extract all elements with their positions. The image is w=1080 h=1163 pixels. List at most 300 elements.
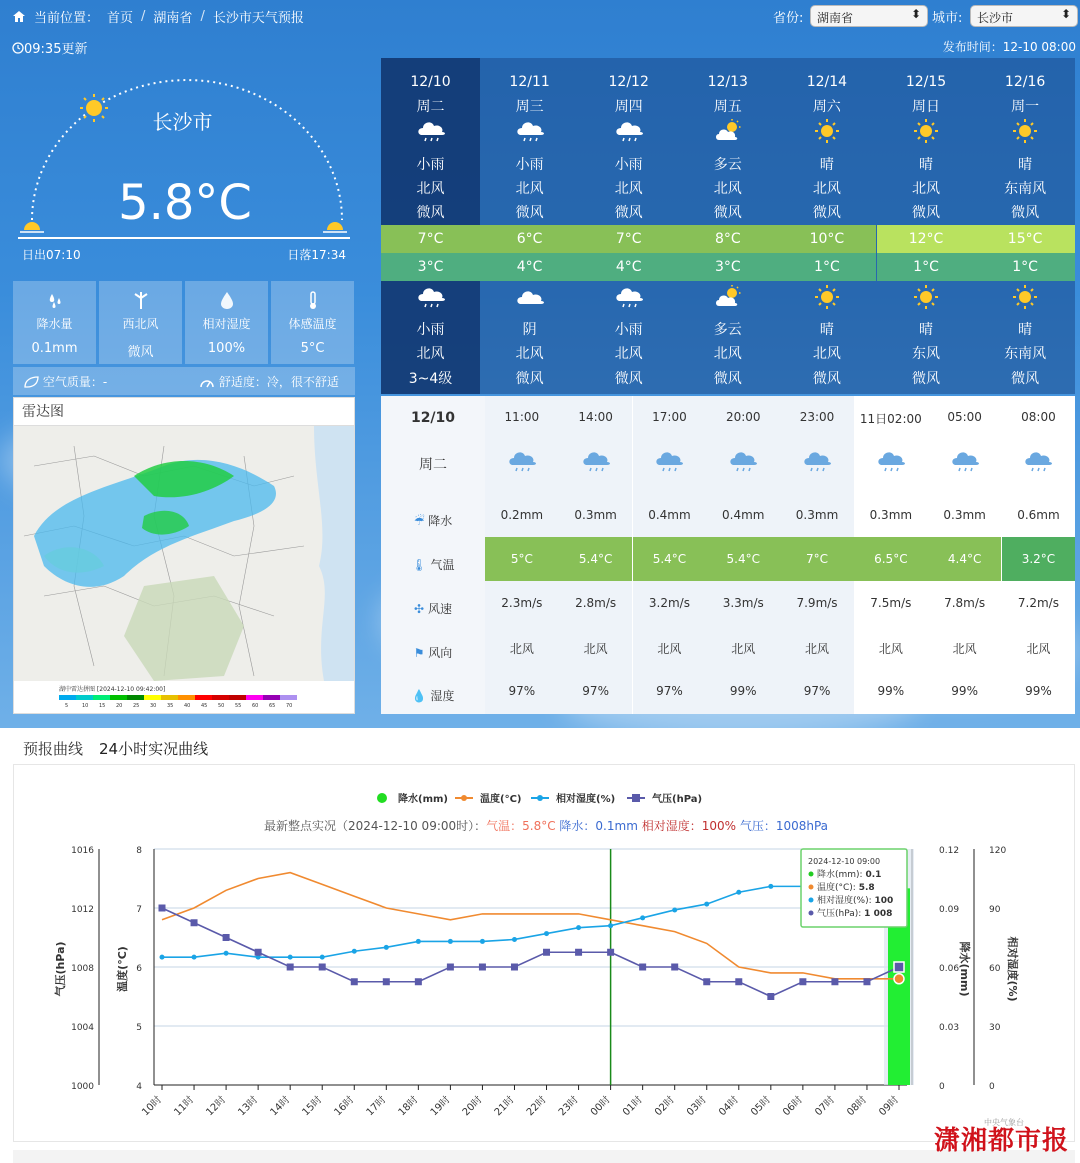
leaf-icon xyxy=(23,376,39,388)
radar-legend-value: 50 xyxy=(218,703,225,709)
x-tick-label: 12时 xyxy=(204,1094,229,1119)
hour-temp: 7°C xyxy=(780,537,854,581)
sunset-icon xyxy=(323,222,347,232)
cloud-rain-icon xyxy=(706,448,780,477)
hour-humidity: 99% xyxy=(1025,684,1052,698)
home-icon xyxy=(12,10,26,23)
pressure-point xyxy=(575,949,582,956)
city-name: 长沙市 xyxy=(152,110,213,134)
radar-legend-swatch xyxy=(161,695,178,700)
humidity-point xyxy=(480,939,485,944)
pressure-point xyxy=(894,962,904,972)
indicator-humidity xyxy=(185,281,268,364)
rain-tick-label: 0.12 xyxy=(939,846,960,856)
night-wind-force: 微风 xyxy=(614,371,643,387)
pressure-point xyxy=(159,905,166,912)
humidity-axis-title: 相对湿度(%) xyxy=(1006,936,1019,1002)
night-wind-force: 微风 xyxy=(912,371,940,387)
province-label: 省份: xyxy=(773,11,804,26)
humidity-point xyxy=(192,955,197,960)
night-wind-direction: 北风 xyxy=(812,346,841,362)
legend-item[interactable] xyxy=(455,792,521,805)
day-weekday: 周日 xyxy=(912,99,940,115)
indicator-label: 相对湿度 xyxy=(202,317,251,331)
pressure-point xyxy=(255,949,262,956)
day-date: 12/16 xyxy=(1004,74,1046,90)
night-wind-direction: 北风 xyxy=(416,346,445,362)
radar-map[interactable] xyxy=(14,426,354,714)
hour-wind-speed: 2.3m/s xyxy=(501,596,543,610)
row-label-speed-text: 风速 xyxy=(427,602,452,616)
thermometer-icon xyxy=(271,281,354,315)
day-wind-force: 微风 xyxy=(912,205,940,221)
legend-item[interactable] xyxy=(531,792,615,805)
rain-tick-label: 0 xyxy=(939,1082,945,1092)
day-wind-direction: 北风 xyxy=(912,181,940,197)
pressure-point xyxy=(319,964,326,971)
day-high-temp: 10°C xyxy=(777,225,876,253)
x-tick-label: 22时 xyxy=(524,1094,549,1119)
breadcrumb xyxy=(12,7,304,26)
x-tick-label: 11时 xyxy=(172,1094,197,1119)
radar-legend-swatch xyxy=(127,695,144,700)
pressure-point xyxy=(799,978,806,985)
day-date: 12/14 xyxy=(806,74,848,90)
x-tick-label: 00时 xyxy=(588,1094,613,1119)
cloud-rain-icon xyxy=(1002,448,1076,477)
humidity-tick-label: 90 xyxy=(989,905,1001,915)
humidity-point xyxy=(384,945,389,950)
hour-rain: 0.3mm xyxy=(943,508,986,522)
day-weekday: 周一 xyxy=(1011,99,1040,115)
humidity-tick-label: 0 xyxy=(989,1082,995,1092)
day-weather: 小雨 xyxy=(416,157,445,173)
hour-column[interactable] xyxy=(633,396,707,714)
day-date: 12/13 xyxy=(707,74,748,90)
indicator-wind xyxy=(99,281,182,364)
day-date: 12/11 xyxy=(509,74,550,90)
temp-tick-label: 8 xyxy=(136,846,142,856)
chart-tabs xyxy=(13,732,1075,764)
pressure-tick-label: 1012 xyxy=(71,905,94,915)
x-tick-label: 02时 xyxy=(652,1094,677,1119)
province-select-value: 湖南省 xyxy=(817,11,854,25)
chart-summary: 最新整点实况（2024-12-10 09:00时）：气温：5.8°C 降水：0.1mm 相对湿度：100% 气压：1008hPa xyxy=(264,819,829,833)
sun-icon xyxy=(777,284,876,310)
sun-icon xyxy=(877,284,976,310)
x-tick-label: 18时 xyxy=(396,1094,421,1119)
x-tick-label: 04时 xyxy=(717,1094,741,1119)
legend-item[interactable] xyxy=(627,792,702,805)
watermark-text: 潇湘都市报 xyxy=(933,1126,1069,1156)
wind-direction-icon: ⚑ xyxy=(413,646,425,660)
cloud-icon xyxy=(480,284,579,310)
hour-wind-direction: 北风 xyxy=(509,642,534,656)
cloud-rain-icon xyxy=(480,118,579,144)
indicator-value: 微风 xyxy=(127,345,154,360)
hour-humidity: 97% xyxy=(582,684,609,698)
pressure-point xyxy=(639,964,646,971)
day-high-temp: 7°C xyxy=(381,225,480,253)
humidity-point xyxy=(608,923,613,928)
day-wind-force: 微风 xyxy=(614,205,643,221)
radar-legend-value: 25 xyxy=(133,703,140,709)
day-wind-force: 微风 xyxy=(515,205,544,221)
hourly-date: 12/10 xyxy=(410,410,456,426)
breadcrumb-province[interactable]: 湖南省 xyxy=(153,11,193,26)
temp-tick-label: 6 xyxy=(136,964,142,974)
indicator-label: 降水量 xyxy=(36,317,73,331)
hour-temp: 3.2°C xyxy=(1002,537,1076,581)
night-wind-direction: 北风 xyxy=(713,346,742,362)
sunrise-time: 日出07:10 xyxy=(22,248,81,262)
hour-wind-direction: 北风 xyxy=(731,642,756,656)
hour-time: 20:00 xyxy=(725,410,761,424)
hour-time: 05:00 xyxy=(947,410,982,424)
day-weather: 多云 xyxy=(713,157,742,173)
city-select-value: 长沙市 xyxy=(977,11,1014,25)
chart-svg[interactable] xyxy=(14,765,1076,1143)
pressure-point xyxy=(607,949,614,956)
row-label-speed xyxy=(381,600,485,617)
radar-legend-value: 55 xyxy=(235,703,242,709)
hour-column[interactable] xyxy=(1002,396,1076,714)
humidity-point xyxy=(672,907,677,912)
day-date: 12/12 xyxy=(608,74,649,90)
humidity-tick-label: 120 xyxy=(989,846,1007,856)
day-low-temp: 3°C xyxy=(678,253,777,281)
x-tick-label: 01时 xyxy=(620,1094,645,1119)
temp-tick-label: 5 xyxy=(136,1023,142,1033)
select-arrows-icon: ⬍ xyxy=(1060,7,1071,21)
hour-rain: 0.3mm xyxy=(795,508,839,522)
breadcrumb-label: 当前位置： xyxy=(34,11,100,26)
x-tick-label: 03时 xyxy=(685,1094,709,1119)
humidity-tick-label: 30 xyxy=(989,1023,1001,1033)
hour-temp: 5.4°C xyxy=(559,537,633,581)
day-column[interactable] xyxy=(678,58,777,394)
night-weather: 小雨 xyxy=(614,322,643,338)
indicator-precipitation xyxy=(13,281,96,364)
night-weather: 多云 xyxy=(713,322,742,338)
hour-wind-direction: 北风 xyxy=(878,642,903,656)
humidity-point xyxy=(416,939,421,944)
pressure-tick-label: 1016 xyxy=(71,846,94,856)
radar-legend xyxy=(59,685,297,709)
hour-column[interactable] xyxy=(928,396,1002,714)
hour-column[interactable] xyxy=(706,396,780,714)
indicator-value: 0.1mm xyxy=(31,341,78,356)
x-tick-label: 05时 xyxy=(749,1094,773,1119)
sunrise-icon xyxy=(20,222,44,232)
day-column[interactable] xyxy=(480,58,579,394)
humidity-point xyxy=(448,939,453,944)
day-column[interactable] xyxy=(579,58,678,394)
radar-legend-swatch xyxy=(144,695,161,700)
seven-day-forecast xyxy=(381,58,1075,394)
hour-temp: 4.4°C xyxy=(928,537,1002,581)
radar-legend-value: 35 xyxy=(167,703,174,709)
hour-rain: 0.3mm xyxy=(574,508,617,522)
pressure-point xyxy=(191,919,198,926)
radar-panel xyxy=(13,397,355,714)
day-high-temp: 15°C xyxy=(976,225,1075,253)
rain-icon: ☔ xyxy=(413,514,425,528)
comfort-text: 舒适度：冷，很不舒适 xyxy=(218,375,339,389)
day-date: 12/10 xyxy=(410,74,451,90)
sun-icon xyxy=(877,118,976,144)
hour-wind-direction: 北风 xyxy=(805,642,830,656)
cloud-rain-icon xyxy=(579,284,678,310)
row-label-temp xyxy=(381,556,485,573)
chart-tooltip xyxy=(801,849,907,927)
radar-legend-swatch xyxy=(76,695,93,700)
breadcrumb-home[interactable]: 首页 xyxy=(107,11,134,26)
pressure-point xyxy=(735,978,742,985)
svg-text:相对湿度(%): 相对湿度(%) xyxy=(556,794,616,805)
radar-caption: 湖中雷达拼图 [2024-12-10 09:42:00] xyxy=(59,686,166,693)
humidity-icon: 💧 xyxy=(411,689,427,703)
day-column[interactable] xyxy=(381,58,480,394)
humidity-point xyxy=(544,931,549,936)
svg-text:2024-12-10 09:00: 2024-12-10 09:00 xyxy=(808,857,881,866)
city-label: 城市: xyxy=(932,11,963,26)
humidity-point xyxy=(704,902,709,907)
pressure-axis-title: 气压(hPa) xyxy=(54,941,67,997)
air-quality-text: 空气质量：- xyxy=(42,375,108,389)
hour-humidity: 99% xyxy=(951,684,978,698)
day-column[interactable] xyxy=(777,58,876,394)
day-low-temp: 4°C xyxy=(579,253,678,281)
hour-column[interactable] xyxy=(780,396,854,714)
svg-text:温度(°C): 5.8: 温度(°C): 5.8 xyxy=(817,883,875,893)
update-time-text: 09:35更新 xyxy=(24,42,88,57)
pressure-point xyxy=(351,978,358,985)
night-weather: 阴 xyxy=(522,322,537,338)
x-tick-label: 07时 xyxy=(813,1094,838,1119)
hour-time: 23:00 xyxy=(799,410,835,424)
province-select[interactable] xyxy=(810,5,928,27)
gauge-icon xyxy=(199,376,215,388)
sun-icon xyxy=(777,118,876,144)
svg-text:温度(°C): 温度(°C) xyxy=(480,794,522,805)
day-column[interactable] xyxy=(976,58,1075,394)
rain-tick-label: 0.09 xyxy=(939,905,960,915)
radar-legend-swatch xyxy=(93,695,110,700)
sun-cloud-icon xyxy=(678,284,777,310)
day-weekday: 周六 xyxy=(812,99,841,115)
temp-tick-label: 4 xyxy=(136,1082,142,1092)
humidity-point xyxy=(352,949,357,954)
hour-column[interactable] xyxy=(559,396,633,714)
rain-tick-label: 0.06 xyxy=(939,964,960,974)
hour-humidity: 99% xyxy=(729,684,757,698)
hour-time: 11:00 xyxy=(504,410,540,424)
hour-column[interactable] xyxy=(854,396,928,714)
humidity-point xyxy=(224,951,229,956)
day-weekday: 周四 xyxy=(614,99,643,115)
hour-humidity: 99% xyxy=(877,684,905,698)
row-label-rain xyxy=(381,512,485,529)
drops-icon xyxy=(13,281,96,315)
row-label-temp-text: 气温 xyxy=(430,558,455,572)
temp-tick-label: 7 xyxy=(136,905,142,915)
day-wind-force: 微风 xyxy=(416,205,445,221)
pressure-tick-label: 1008 xyxy=(71,964,94,974)
day-column[interactable] xyxy=(877,58,976,394)
pressure-tick-label: 1004 xyxy=(71,1023,94,1033)
hourly-forecast xyxy=(381,396,1075,714)
hour-wind-speed: 7.9m/s xyxy=(796,596,838,610)
day-weather: 小雨 xyxy=(614,157,643,173)
legend-item[interactable] xyxy=(377,792,448,805)
breadcrumb-separator: / xyxy=(200,9,205,24)
radar-legend-value: 60 xyxy=(252,703,259,709)
sun-cloud-icon xyxy=(678,118,777,144)
day-wind-direction: 北风 xyxy=(614,181,643,197)
x-tick-label: 13时 xyxy=(236,1094,261,1119)
hour-humidity: 97% xyxy=(803,684,831,698)
observation-chart xyxy=(13,764,1075,1142)
pressure-tick-label: 1000 xyxy=(71,1082,94,1092)
pressure-point xyxy=(863,978,870,985)
rain-axis-title: 降水(mm) xyxy=(958,941,971,997)
hour-time: 11日02:00 xyxy=(859,412,922,426)
x-tick-label: 14时 xyxy=(268,1094,293,1119)
cloud-rain-icon xyxy=(381,118,480,144)
day-wind-force: 微风 xyxy=(713,205,742,221)
comfort-index xyxy=(199,373,339,390)
x-tick-label: 20时 xyxy=(460,1094,485,1119)
night-wind-force: 3~4级 xyxy=(408,371,453,387)
rain-tick-label: 0.03 xyxy=(939,1023,960,1033)
x-tick-label: 10时 xyxy=(140,1094,165,1119)
night-weather: 小雨 xyxy=(416,322,445,338)
tab-forecast-curve[interactable]: 预报曲线 xyxy=(23,740,84,758)
svg-text:降水(mm): 降水(mm) xyxy=(398,794,448,805)
hour-time: 14:00 xyxy=(578,410,613,424)
cloud-rain-icon xyxy=(485,448,559,477)
hour-rain: 0.6mm xyxy=(1017,508,1060,522)
hourly-label-column xyxy=(381,396,485,714)
day-wind-direction: 北风 xyxy=(812,181,841,197)
humidity-point xyxy=(320,955,325,960)
air-comfort-bar xyxy=(13,367,355,395)
hour-humidity: 97% xyxy=(656,684,683,698)
x-tick-label: 23时 xyxy=(556,1094,581,1119)
day-wind-force: 微风 xyxy=(812,205,841,221)
day-low-temp: 3°C xyxy=(381,253,480,281)
night-wind-force: 微风 xyxy=(1011,371,1040,387)
day-weather: 晴 xyxy=(919,157,933,173)
pressure-line xyxy=(162,908,899,997)
humidity-point xyxy=(288,955,293,960)
night-weather: 晴 xyxy=(919,322,933,338)
radar-legend-swatch xyxy=(263,695,280,700)
radar-legend-swatch xyxy=(280,695,297,700)
day-low-temp: 1°C xyxy=(877,253,976,281)
night-wind-force: 微风 xyxy=(515,371,544,387)
hour-wind-direction: 北风 xyxy=(657,642,682,656)
pressure-point xyxy=(511,964,518,971)
night-wind-direction: 东南风 xyxy=(1004,346,1047,362)
cloud-rain-icon xyxy=(928,448,1002,477)
pressure-point xyxy=(447,964,454,971)
svg-text:降水(mm): 0.1: 降水(mm): 0.1 xyxy=(817,870,882,880)
row-label-humidity xyxy=(381,687,485,704)
hour-rain: 0.4mm xyxy=(722,508,765,522)
pressure-point xyxy=(543,949,550,956)
pressure-point xyxy=(383,978,390,985)
svg-text:气压(hPa): 1 008: 气压(hPa): 1 008 xyxy=(817,909,893,919)
radar-title: 雷达图 xyxy=(14,398,354,426)
radar-legend-swatch xyxy=(195,695,212,700)
night-weather: 晴 xyxy=(1018,322,1033,338)
tab-24h-curve[interactable]: 24小时实况曲线 xyxy=(99,738,208,766)
clock-icon xyxy=(12,42,24,54)
day-weekday: 周二 xyxy=(416,99,445,115)
x-tick-label: 06时 xyxy=(781,1094,805,1119)
sun-icon xyxy=(976,284,1075,310)
hourly-week: 周二 xyxy=(419,457,447,473)
cloud-rain-icon xyxy=(633,448,707,477)
day-weather: 小雨 xyxy=(515,157,544,173)
indicator-label: 体感温度 xyxy=(288,317,337,331)
day-wind-direction: 北风 xyxy=(416,181,445,197)
hour-rain: 0.2mm xyxy=(500,508,544,522)
radar-legend-swatch xyxy=(178,695,195,700)
thermometer-icon: 🌡 xyxy=(411,558,427,572)
pressure-point xyxy=(479,964,486,971)
pressure-point xyxy=(223,934,230,941)
windmill-icon xyxy=(99,281,182,315)
hour-column[interactable] xyxy=(485,396,559,714)
row-label-humidity-text: 湿度 xyxy=(430,689,455,703)
night-wind-force: 微风 xyxy=(713,371,742,387)
hour-humidity: 97% xyxy=(508,684,536,698)
x-tick-label: 19时 xyxy=(428,1094,453,1119)
cloud-rain-icon xyxy=(559,448,633,477)
hour-wind-direction: 北风 xyxy=(952,642,977,656)
radar-legend-swatch xyxy=(110,695,127,700)
radar-legend-swatch xyxy=(246,695,263,700)
radar-legend-value: 40 xyxy=(184,703,191,709)
indicator-feels-like xyxy=(271,281,354,364)
radar-legend-value: 45 xyxy=(201,703,208,709)
hour-wind-speed: 2.8m/s xyxy=(575,596,617,610)
temp-line xyxy=(162,873,899,979)
current-temperature: 5.8°C xyxy=(118,175,252,231)
night-wind-direction: 北风 xyxy=(515,346,544,362)
top-bar xyxy=(12,5,1080,27)
city-select[interactable] xyxy=(970,5,1078,27)
pressure-point xyxy=(287,964,294,971)
day-date: 12/15 xyxy=(905,74,947,90)
night-wind-direction: 东风 xyxy=(912,346,940,362)
x-tick-label: 16时 xyxy=(332,1094,357,1119)
hour-temp: 5°C xyxy=(485,537,559,581)
humidity-tick-label: 60 xyxy=(989,964,1001,974)
hour-rain: 0.4mm xyxy=(648,508,691,522)
hour-wind-speed: 7.2m/s xyxy=(1017,596,1059,610)
temp-axis-title: 温度(°C) xyxy=(116,946,129,992)
radar-legend-swatch xyxy=(59,695,76,700)
humidity-point xyxy=(640,915,645,920)
hour-wind-speed: 3.3m/s xyxy=(722,596,764,610)
day-wind-direction: 东南风 xyxy=(1004,181,1047,197)
night-wind-direction: 北风 xyxy=(614,346,643,362)
cloud-rain-icon xyxy=(780,448,854,477)
